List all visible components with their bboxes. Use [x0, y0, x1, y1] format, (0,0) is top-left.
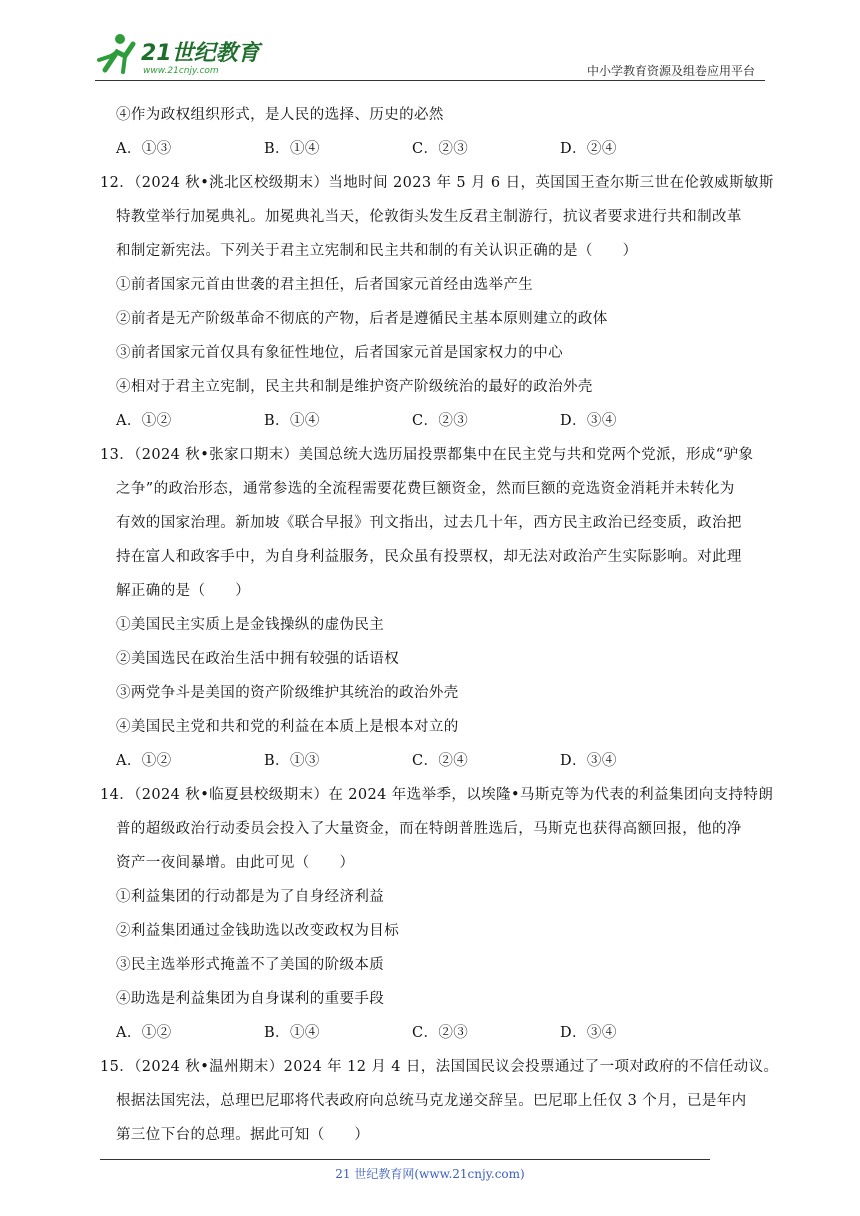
header-divider — [95, 80, 765, 81]
answer-option[interactable]: B．①④ — [264, 141, 320, 157]
choice-statement: ④作为政权组织形式，是人民的选择、历史的必然 — [116, 107, 444, 123]
question-text: 解正确的是（ ） — [116, 583, 251, 599]
answer-option[interactable]: B．①④ — [264, 1025, 320, 1041]
answer-option[interactable]: A．①③ — [116, 141, 172, 157]
choice-statement: ④相对于君主立宪制，民主共和制是维护资产阶级统治的最好的政治外壳 — [116, 379, 593, 395]
answer-option[interactable]: B．①④ — [264, 413, 320, 429]
answer-options — [100, 404, 768, 438]
logo-text: 21世纪教育 — [141, 41, 260, 66]
choice-statement: ②美国选民在政治生活中拥有较强的话语权 — [116, 651, 400, 667]
choice-statement: ①前者国家元首由世袭的君主担任，后者国家元首经由选举产生 — [116, 277, 534, 293]
choice-statement: ④美国民主党和共和党的利益在本质上是根本对立的 — [116, 719, 459, 735]
question-text: 持在富人和政客手中，为自身利益服务，民众虽有投票权，却无法对政治产生实际影响。对此理 — [116, 549, 742, 565]
platform-title: 中小学教育资源及组卷应用平台 — [586, 64, 755, 78]
question-stem: 12．（2024 秋•洮北区校级期末）当地时间 2023 年 5 月 6 日，英国国王查尔斯三世在伦敦威斯敏斯 — [100, 175, 774, 191]
answer-option[interactable]: D．②④ — [560, 141, 617, 157]
answer-option[interactable]: B．①③ — [264, 753, 320, 769]
footer-link[interactable]: 21 世纪教育网(www.21cnjy.com) — [335, 1167, 525, 1181]
choice-statement: ③前者国家元首仅具有象征性地位，后者国家元首是国家权力的中心 — [116, 345, 563, 361]
question-content — [100, 98, 779, 1152]
question-text: 普的超级政治行动委员会投入了大量资金，而在特朗普胜选后，马斯克也获得高额回报，他的净 — [116, 821, 742, 837]
question-stem: 15．（2024 秋•温州期末）2024 年 12 月 4 日，法国国民议会投票通过了一项对政府的不信任动议。 — [100, 1059, 779, 1075]
question-text: 资产一夜间暴增。由此可见（ ） — [116, 855, 355, 871]
answer-options — [100, 132, 768, 166]
choice-statement: ②利益集团通过金钱助选以改变政权为目标 — [116, 923, 400, 939]
answer-option[interactable]: C．②④ — [412, 753, 469, 769]
question-text: 和制定新宪法。下列关于君主立宪制和民主共和制的有关认识正确的是（ ） — [116, 243, 638, 259]
question-text: 有效的国家治理。新加坡《联合早报》刊文指出，过去几十年，西方民主政治已经变质，政治把 — [116, 515, 742, 531]
question-text: 特教堂举行加冕典礼。加冕典礼当天，伦敦街头发生反君主制游行，抗议者要求进行共和制改革 — [116, 209, 742, 225]
choice-statement: ③民主选举形式掩盖不了美国的阶级本质 — [116, 957, 385, 973]
answer-option[interactable]: C．②③ — [412, 141, 469, 157]
question-text: 第三位下台的总理。据此可知（ ） — [116, 1127, 370, 1143]
question-stem: 14．（2024 秋•临夏县校级期末）在 2024 年选举季，以埃隆•马斯克等为代表的利益集团向支持特朗 — [100, 787, 774, 803]
answer-options — [100, 744, 768, 778]
question-text: 之争”的政治形态，通常参选的全流程需要花费巨额资金，然而巨额的竞选资金消耗并未转化为 — [116, 481, 735, 497]
answer-option[interactable]: D．③④ — [560, 753, 617, 769]
logo-url: www.21cnjy.com — [143, 66, 219, 76]
answer-option[interactable]: C．②③ — [412, 1025, 469, 1041]
answer-options — [100, 1016, 768, 1050]
question-stem: 13．（2024 秋•张家口期末）美国总统大选历届投票都集中在民主党与共和党两个党派，形成“驴象 — [100, 447, 754, 463]
choice-statement: ①美国民主实质上是金钱操纵的虚伪民主 — [116, 617, 385, 633]
choice-statement: ②前者是无产阶级革命不彻底的产物，后者是遵循民主基本原则建立的政体 — [116, 311, 608, 327]
answer-option[interactable]: A．①② — [116, 413, 172, 429]
answer-option[interactable]: C．②③ — [412, 413, 469, 429]
page-header — [95, 30, 765, 80]
choice-statement: ③两党争斗是美国的资产阶级维护其统治的政治外壳 — [116, 685, 459, 701]
answer-option[interactable]: A．①② — [116, 1025, 172, 1041]
answer-option[interactable]: D．③④ — [560, 413, 617, 429]
answer-option[interactable]: A．①② — [116, 753, 172, 769]
question-text: 根据法国宪法，总理巴尼耶将代表政府向总统马克龙递交辞呈。巴尼耶上任仅 3 个月，已是年内 — [116, 1093, 747, 1109]
site-logo — [95, 30, 265, 78]
choice-statement: ④助选是利益集团为自身谋利的重要手段 — [116, 991, 385, 1007]
answer-option[interactable]: D．③④ — [560, 1025, 617, 1041]
footer-divider — [100, 1159, 710, 1160]
choice-statement: ①利益集团的行动都是为了自身经济利益 — [116, 889, 385, 905]
